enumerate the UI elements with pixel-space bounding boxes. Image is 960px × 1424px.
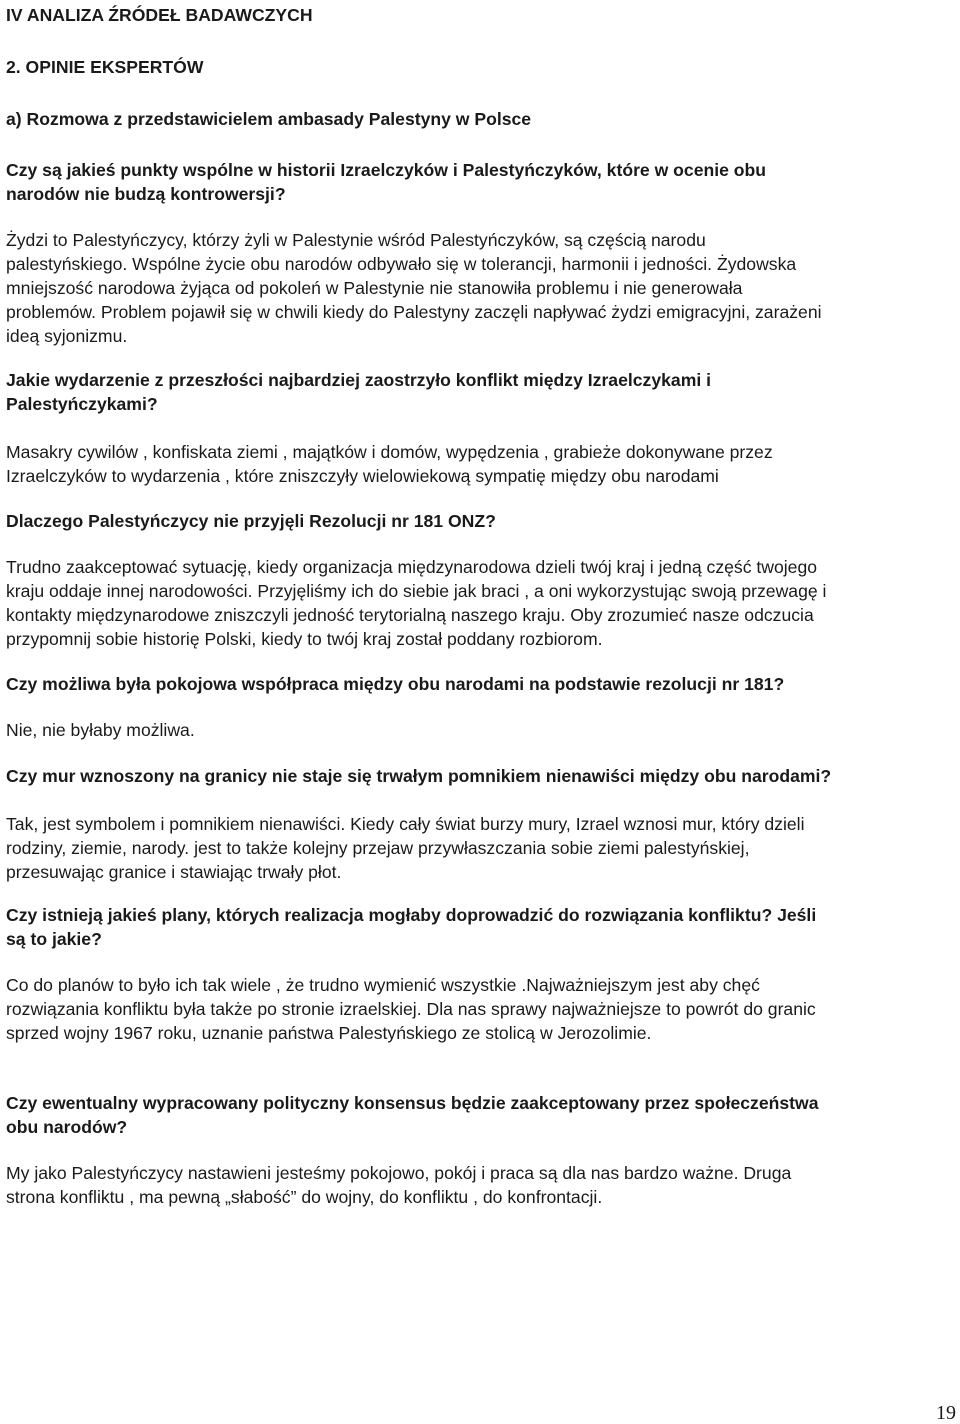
answer-line: kontakty międzynarodowe zniszczyli jedność terytorialną naszego kraju. Oby zrozumieć nasze odczucia xyxy=(6,605,814,625)
answer-block xyxy=(6,973,816,1045)
qa-block xyxy=(6,764,831,788)
answer-block xyxy=(6,440,773,488)
answer-line: Żydzi to Palestyńczycy, którzy żyli w Palestynie wśród Palestyńczyków, są częścią narodu xyxy=(6,230,706,250)
answer-line: Tak, jest symbolem i pomnikiem nienawiści. Kiedy cały świat burzy mury, Izrael wznosi mur, który dzieli xyxy=(6,814,805,834)
answer-line: mniejszość narodowa żyjąca od pokoleń w Palestynie nie stanowiła problemu i nie generowała xyxy=(6,278,743,298)
answer-line: Masakry cywilów , konfiskata ziemi , majątków i domów, wypędzenia , grabieże dokonywane przez xyxy=(6,442,773,462)
question-line: narodów nie budzą kontrowersji? xyxy=(6,184,286,204)
answer-line: rozwiązania konfliktu była także po stronie izraelskiej. Dla nas sprawy najważniejsze to powrót do granic xyxy=(6,999,816,1019)
qa-block xyxy=(6,158,766,206)
answer-block xyxy=(6,228,822,348)
answer-line: przypomnij sobie historię Polski, kiedy to twój kraj został poddany rozbiorom. xyxy=(6,629,603,649)
question-line: Dlaczego Palestyńczycy nie przyjęli Rezolucji nr 181 ONZ? xyxy=(6,511,496,531)
answer-line: przesuwając granice i stawiając trwały płot. xyxy=(6,862,342,882)
section-heading: IV ANALIZA ŹRÓDEŁ BADAWCZYCH xyxy=(6,5,313,25)
answer-line: strona konfliktu , ma pewną „słabość” do wojny, do konfliktu , do konfrontacji. xyxy=(6,1187,603,1207)
answer-line: rodziny, ziemie, narody. jest to także kolejny przejaw przywłaszczania sobie ziemi palestyńskiej, xyxy=(6,838,750,858)
subsection-heading: 2. OPINIE EKSPERTÓW xyxy=(6,57,204,77)
answer-line: Co do planów to było ich tak wiele , że trudno wymienić wszystkie .Najważniejszym jest aby chęć xyxy=(6,975,760,995)
answer-line: kraju oddaje innej narodowości. Przyjęliśmy ich do siebie jak braci , a oni wykorzystując swoją przewagę i xyxy=(6,581,827,601)
page-number: 19 xyxy=(936,1402,956,1424)
answer-line: ideą syjonizmu. xyxy=(6,326,128,346)
answer-line: problemów. Problem pojawił się w chwili kiedy do Palestyny zaczęli napływać żydzi emigracyjni, zarażeni xyxy=(6,302,822,322)
question-line: Czy są jakieś punkty wspólne w historii Izraelczyków i Palestyńczyków, które w ocenie obu xyxy=(6,160,767,180)
qa-block xyxy=(6,368,711,416)
qa-block xyxy=(6,1091,819,1139)
question-line: Palestyńczykami? xyxy=(6,394,158,414)
qa-block xyxy=(6,509,496,533)
question-line: Czy możliwa była pokojowa współpraca między obu narodami na podstawie rezolucji nr 181? xyxy=(6,674,785,694)
qa-block xyxy=(6,672,784,696)
answer-block xyxy=(6,718,195,742)
question-line: Czy mur wznoszony na granicy nie staje się trwałym pomnikiem nienawiści między obu narodami? xyxy=(6,766,832,786)
question-line: Jakie wydarzenie z przeszłości najbardziej zaostrzyło konflikt między Izraelczykami i xyxy=(6,370,712,390)
answer-line: Izraelczyków to wydarzenia , które zniszczyły wielowiekową sympatię między obu narodami xyxy=(6,466,719,486)
interview-title: a) Rozmowa z przedstawicielem ambasady Palestyny w Polsce xyxy=(6,109,532,129)
question-line: Czy istnieją jakieś plany, których realizacja mogłaby doprowadzić do rozwiązania konfliktu? Jeśli xyxy=(6,905,817,925)
answer-line: My jako Palestyńczycy nastawieni jesteśmy pokojowo, pokój i praca są dla nas bardzo ważne. Druga xyxy=(6,1163,792,1183)
question-line: Czy ewentualny wypracowany polityczny konsensus będzie zaakceptowany przez społeczeństwa xyxy=(6,1093,819,1113)
answer-block xyxy=(6,555,826,651)
answer-block xyxy=(6,812,804,884)
answer-line: Trudno zaakceptować sytuację, kiedy organizacja międzynarodowa dzieli twój kraj i jedną część twojego xyxy=(6,557,818,577)
answer-line: Nie, nie byłaby możliwa. xyxy=(6,720,195,740)
qa-block xyxy=(6,903,816,951)
question-line: obu narodów? xyxy=(6,1117,128,1137)
answer-line: sprzed wojny 1967 roku, uznanie państwa Palestyńskiego ze stolicą w Jerozolimie. xyxy=(6,1023,652,1043)
answer-block xyxy=(6,1161,791,1209)
answer-line: palestyńskiego. Wspólne życie obu narodów odbywało się w tolerancji, harmonii i jedności. Żydowska xyxy=(6,254,797,274)
question-line: są to jakie? xyxy=(6,929,102,949)
